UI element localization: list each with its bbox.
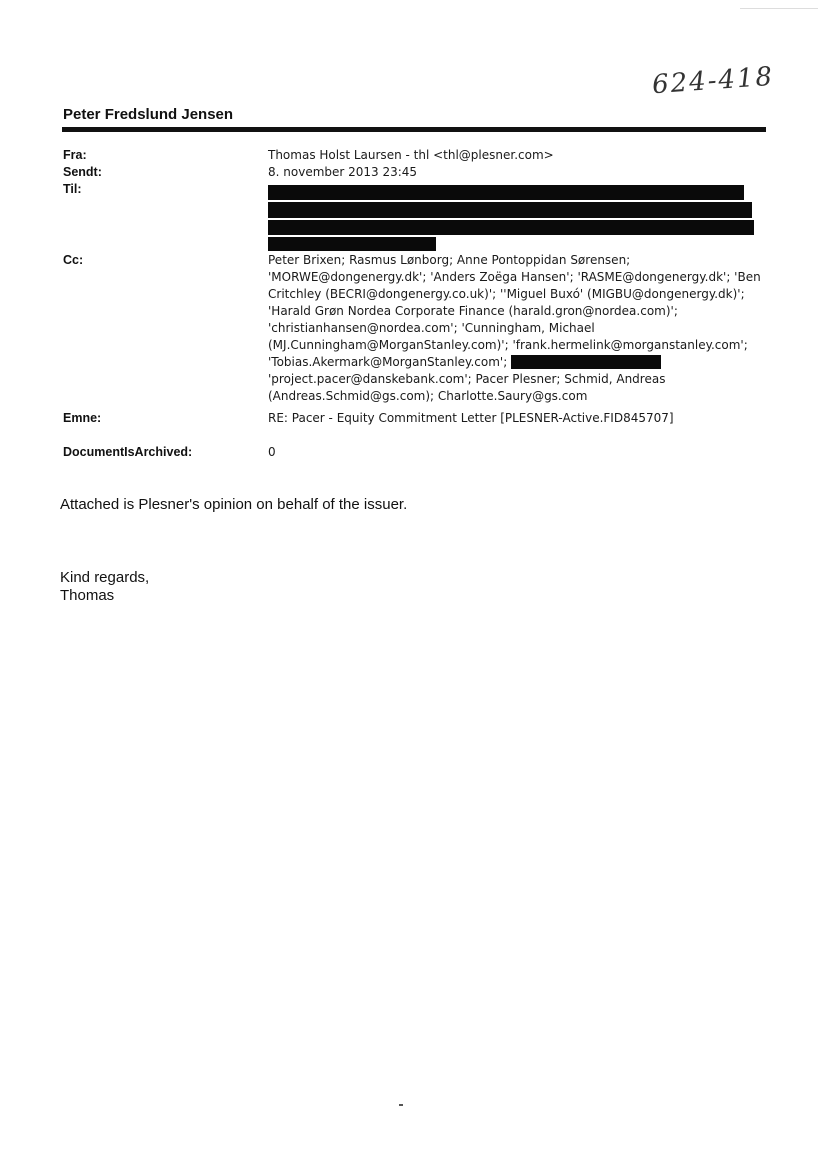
subject-value: RE: Pacer - Equity Commitment Letter [PLESNER-Active.FID845707]	[268, 411, 674, 425]
to-label: Til:	[63, 182, 82, 196]
archived-label: DocumentIsArchived:	[63, 445, 193, 459]
header-divider	[62, 127, 766, 132]
cc-label: Cc:	[63, 253, 84, 267]
archived-value: 0	[268, 445, 276, 459]
sent-label: Sendt:	[63, 165, 102, 179]
cc-line: (Andreas.Schmid@gs.com); Charlotte.Saury@gs.com	[268, 389, 588, 403]
cc-line: 'project.pacer@danskebank.com'; Pacer Plesner; Schmid, Andreas	[268, 372, 666, 386]
message-body-line: Attached is Plesner's opinion on behalf of the issuer.	[60, 496, 408, 513]
cc-line: Peter Brixen; Rasmus Lønborg; Anne Pontoppidan Sørensen;	[268, 253, 631, 267]
to-redaction-3	[268, 220, 754, 235]
to-redaction-2	[268, 202, 752, 218]
cc-redaction	[511, 355, 661, 369]
cc-line: (MJ.Cunningham@MorganStanley.com)'; 'frank.hermelink@morganstanley.com';	[268, 338, 748, 352]
scan-artifact	[740, 8, 818, 9]
cc-line-with-redaction	[268, 354, 763, 371]
cc-value	[268, 252, 763, 405]
cc-line: 'MORWE@dongenergy.dk'; 'Anders Zoëga Hansen'; 'RASME@dongenergy.dk'; 'Ben	[268, 270, 761, 284]
scan-artifact	[399, 1104, 403, 1106]
mailbox-owner-name: Peter Fredslund Jensen	[63, 106, 234, 123]
to-redaction-1	[268, 185, 744, 200]
handwritten-page-number: 624-418	[651, 61, 775, 101]
message-signature: Thomas	[60, 587, 115, 604]
from-value: Thomas Holst Laursen - thl <thl@plesner.com>	[268, 148, 554, 162]
to-redaction-4	[268, 237, 436, 251]
cc-line: 'Harald Grøn Nordea Corporate Finance (harald.gron@nordea.com)';	[268, 304, 678, 318]
cc-line: 'christianhansen@nordea.com'; 'Cunningham, Michael	[268, 321, 595, 335]
cc-line: Critchley (BECRI@dongenergy.co.uk)'; ''Miguel Buxó' (MIGBU@dongenergy.dk)';	[268, 287, 745, 301]
sent-value: 8. november 2013 23:45	[268, 165, 418, 179]
cc-line: 'Tobias.Akermark@MorganStanley.com';	[268, 355, 508, 369]
from-label: Fra:	[63, 148, 87, 162]
message-closing: Kind regards,	[60, 569, 150, 586]
subject-label: Emne:	[63, 411, 102, 425]
